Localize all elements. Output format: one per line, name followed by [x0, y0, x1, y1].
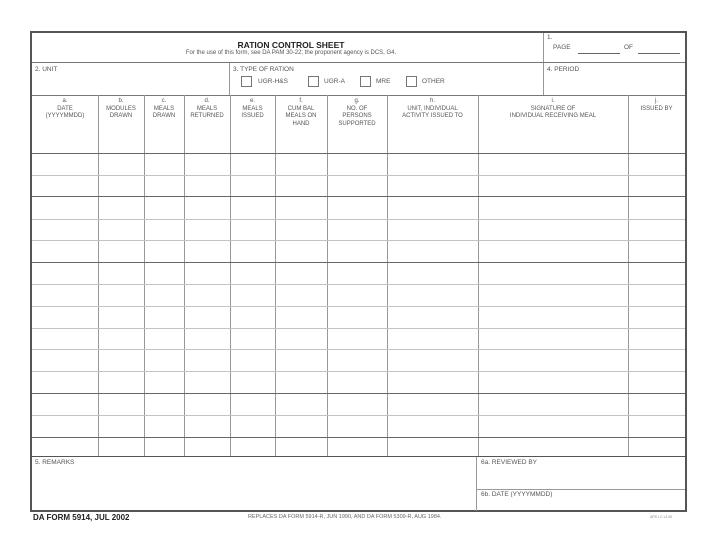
- table-cell[interactable]: [144, 393, 184, 415]
- table-cell[interactable]: [387, 349, 478, 371]
- column-header-line2: [628, 113, 685, 121]
- table-cell[interactable]: [387, 306, 478, 328]
- table-cell[interactable]: [230, 415, 275, 437]
- table-cell[interactable]: [628, 415, 685, 437]
- page-number-field[interactable]: [578, 53, 620, 54]
- review-date-field[interactable]: [477, 490, 685, 510]
- column-header-line2: INDIVIDUAL RECEIVING MEAL: [509, 113, 597, 119]
- table-cell[interactable]: [628, 262, 685, 284]
- unit-field[interactable]: [32, 63, 229, 94]
- column-header-letter: e.: [249, 98, 255, 104]
- table-cell[interactable]: [387, 196, 478, 219]
- table-cell[interactable]: [98, 437, 144, 456]
- ugr-hs-checkbox[interactable]: [241, 76, 252, 87]
- table-cell[interactable]: [387, 153, 478, 175]
- table-cell[interactable]: [275, 196, 327, 219]
- table-cell[interactable]: [478, 284, 628, 306]
- column-header-line2: (YYYYMMDD): [45, 113, 85, 119]
- table-cell[interactable]: [387, 262, 478, 284]
- table-cell[interactable]: [230, 393, 275, 415]
- table-cell[interactable]: [230, 437, 275, 456]
- table-cell[interactable]: [184, 219, 230, 240]
- table-cell[interactable]: [275, 219, 327, 240]
- table-cell[interactable]: [98, 415, 144, 437]
- column-header-line3: [144, 121, 184, 129]
- table-row: [32, 437, 685, 456]
- table-row: [32, 415, 685, 437]
- table-cell[interactable]: [98, 153, 144, 175]
- remarks-label: 5. REMARKS: [35, 459, 75, 466]
- table-cell[interactable]: [327, 240, 387, 262]
- column-header-line1: MEALS: [196, 105, 218, 112]
- period-field[interactable]: [544, 63, 685, 94]
- table-cell[interactable]: [184, 415, 230, 437]
- table-cell[interactable]: [32, 349, 98, 371]
- reviewed-by-field[interactable]: [477, 457, 685, 489]
- column-header: [32, 98, 98, 128]
- table-cell[interactable]: [628, 175, 685, 196]
- table-cell[interactable]: [230, 196, 275, 219]
- table-cell[interactable]: [275, 262, 327, 284]
- column-header-line3: [387, 121, 478, 129]
- table-cell[interactable]: [327, 262, 387, 284]
- table-cell[interactable]: [184, 371, 230, 393]
- column-header: [478, 98, 628, 128]
- column-header-line3: SUPPORTED: [338, 120, 376, 127]
- column-header-line3: [32, 121, 98, 129]
- table-cell[interactable]: [98, 393, 144, 415]
- table-cell[interactable]: [387, 437, 478, 456]
- column-header-line1: SIGNATURE OF: [530, 105, 576, 112]
- table-cell[interactable]: [628, 328, 685, 349]
- column-header-line1: NO. OF: [346, 105, 368, 112]
- column-header: [98, 98, 144, 128]
- table-cell[interactable]: [144, 240, 184, 262]
- table-cell[interactable]: [32, 196, 98, 219]
- form-title: RATION CONTROL SHEET: [237, 40, 345, 50]
- table-cell[interactable]: [478, 306, 628, 328]
- table-cell[interactable]: [144, 153, 184, 175]
- table-cell[interactable]: [144, 196, 184, 219]
- divider: [32, 95, 685, 96]
- table-cell[interactable]: [275, 328, 327, 349]
- table-cell[interactable]: [98, 306, 144, 328]
- table-cell[interactable]: [275, 349, 327, 371]
- table-cell[interactable]: [387, 284, 478, 306]
- table-cell[interactable]: [275, 393, 327, 415]
- table-cell[interactable]: [144, 175, 184, 196]
- column-header-line3: [628, 121, 685, 129]
- table-cell[interactable]: [387, 371, 478, 393]
- table-cell[interactable]: [184, 328, 230, 349]
- table-cell[interactable]: [98, 196, 144, 219]
- column-header-letter: g.: [354, 98, 360, 104]
- table-cell[interactable]: [144, 262, 184, 284]
- replaces-note: REPLACES DA FORM 5914-R, JUN 1990, AND DA FORM 5309-R, AUG 1984.: [248, 514, 442, 520]
- table-cell[interactable]: [184, 284, 230, 306]
- column-header: [275, 98, 327, 128]
- table-cell[interactable]: [32, 393, 98, 415]
- table-cell[interactable]: [184, 437, 230, 456]
- page-total-field[interactable]: [638, 53, 680, 54]
- table-cell[interactable]: [144, 306, 184, 328]
- table-cell[interactable]: [327, 219, 387, 240]
- table-cell[interactable]: [230, 262, 275, 284]
- column-header-letter: d.: [204, 98, 210, 104]
- review-date-label: 6b. DATE (YYYYMMDD): [481, 491, 553, 498]
- column-header-letter: b.: [118, 98, 124, 104]
- table-cell[interactable]: [327, 349, 387, 371]
- column-header-letter: h.: [429, 98, 435, 104]
- table-cell[interactable]: [230, 349, 275, 371]
- table-cell[interactable]: [327, 284, 387, 306]
- table-cell[interactable]: [478, 219, 628, 240]
- column-header-line1: MEALS: [242, 105, 263, 112]
- column-header-line3: [230, 121, 275, 129]
- page-label: PAGE: [553, 44, 571, 51]
- table-cell[interactable]: [327, 371, 387, 393]
- table-cell[interactable]: [98, 262, 144, 284]
- table-cell[interactable]: [478, 371, 628, 393]
- table-cell[interactable]: [98, 328, 144, 349]
- table-cell[interactable]: [184, 153, 230, 175]
- table-row: [32, 328, 685, 349]
- other-label: OTHER: [422, 78, 445, 85]
- column-header-line1: UNIT, INDIVIDUAL: [407, 105, 458, 112]
- table-cell[interactable]: [478, 153, 628, 175]
- table-cell[interactable]: [98, 175, 144, 196]
- table-cell[interactable]: [628, 437, 685, 456]
- table-cell[interactable]: [628, 219, 685, 240]
- column-header-line2: MEALS ON: [285, 113, 317, 119]
- table-row: [32, 371, 685, 393]
- table-cell[interactable]: [98, 219, 144, 240]
- table-cell[interactable]: [230, 284, 275, 306]
- table-row: [32, 219, 685, 240]
- column-header-line3: [98, 121, 144, 129]
- table-cell[interactable]: [275, 371, 327, 393]
- table-cell[interactable]: [32, 219, 98, 240]
- column-header-line2: DRAWN: [152, 113, 176, 119]
- table-cell[interactable]: [275, 153, 327, 175]
- table-cell[interactable]: [387, 240, 478, 262]
- table-cell[interactable]: [387, 415, 478, 437]
- table-cell[interactable]: [144, 415, 184, 437]
- table-cell[interactable]: [478, 328, 628, 349]
- form-subtitle: For the use of this form, see DA PAM 30-22; the proponent agency is DCS, G4.: [185, 50, 397, 56]
- table-row: [32, 153, 685, 175]
- table-cell[interactable]: [327, 393, 387, 415]
- period-label: 4. PERIOD: [547, 66, 580, 73]
- table-cell[interactable]: [628, 393, 685, 415]
- table-cell[interactable]: [478, 175, 628, 196]
- table-cell[interactable]: [327, 437, 387, 456]
- table-cell[interactable]: [32, 328, 98, 349]
- table-row: [32, 284, 685, 306]
- table-cell[interactable]: [275, 175, 327, 196]
- table-row: [32, 175, 685, 196]
- column-header-line2: DRAWN: [109, 113, 133, 119]
- table-cell[interactable]: [275, 284, 327, 306]
- table-cell[interactable]: [327, 196, 387, 219]
- column-header-line3: [184, 121, 230, 129]
- type-of-ration-label: 3. TYPE OF RATION: [233, 66, 294, 73]
- other-checkbox[interactable]: [406, 76, 417, 87]
- table-cell[interactable]: [628, 284, 685, 306]
- table-cell[interactable]: [478, 196, 628, 219]
- ration-control-sheet-form: [30, 31, 687, 512]
- table-cell[interactable]: [628, 349, 685, 371]
- table-row: [32, 349, 685, 371]
- table-cell[interactable]: [144, 437, 184, 456]
- column-header-line2: RETURNED: [190, 113, 224, 119]
- of-label: OF: [624, 44, 634, 51]
- table-cell[interactable]: [230, 219, 275, 240]
- ugr-a-label: UGR-A: [324, 78, 345, 85]
- column-header-line2: PERSONS: [342, 113, 372, 119]
- form-id: DA FORM 5914, JUL 2002: [33, 513, 130, 522]
- table-cell[interactable]: [387, 328, 478, 349]
- table-cell[interactable]: [184, 306, 230, 328]
- ugr-hs-label: UGR-H&S: [258, 78, 288, 85]
- table-cell[interactable]: [275, 240, 327, 262]
- table-row: [32, 306, 685, 328]
- column-header: [184, 98, 230, 128]
- remarks-field[interactable]: [32, 457, 476, 510]
- column-header: [144, 98, 184, 128]
- table-cell[interactable]: [144, 349, 184, 371]
- table-cell[interactable]: [478, 262, 628, 284]
- table-cell[interactable]: [184, 196, 230, 219]
- table-cell[interactable]: [628, 240, 685, 262]
- table-cell[interactable]: [98, 371, 144, 393]
- column-header-letter: f.: [299, 98, 303, 104]
- table-cell[interactable]: [98, 240, 144, 262]
- table-cell[interactable]: [230, 240, 275, 262]
- table-cell[interactable]: [32, 306, 98, 328]
- mre-label: MRE: [376, 78, 391, 85]
- column-header-letter: i.: [551, 98, 555, 104]
- table-cell[interactable]: [327, 175, 387, 196]
- column-header: [628, 98, 685, 128]
- column-header: [327, 98, 387, 128]
- table-cell[interactable]: [387, 219, 478, 240]
- table-cell[interactable]: [32, 437, 98, 456]
- table-cell[interactable]: [327, 328, 387, 349]
- table-cell[interactable]: [387, 393, 478, 415]
- mre-checkbox[interactable]: [360, 76, 371, 87]
- table-cell[interactable]: [32, 262, 98, 284]
- ugr-a-checkbox[interactable]: [308, 76, 319, 87]
- table-cell[interactable]: [275, 437, 327, 456]
- table-cell[interactable]: [32, 415, 98, 437]
- table-cell[interactable]: [478, 437, 628, 456]
- table-cell[interactable]: [32, 240, 98, 262]
- column-header-line3: [478, 121, 628, 129]
- table-cell[interactable]: [478, 393, 628, 415]
- table-cell[interactable]: [184, 175, 230, 196]
- table-cell[interactable]: [144, 219, 184, 240]
- table-cell[interactable]: [387, 175, 478, 196]
- column-header: [387, 98, 478, 128]
- table-cell[interactable]: [144, 328, 184, 349]
- column-header-line2: ISSUED: [241, 113, 264, 119]
- column-header-line1: ISSUED BY: [640, 105, 673, 112]
- table-cell[interactable]: [230, 175, 275, 196]
- table-cell[interactable]: [478, 240, 628, 262]
- table-cell[interactable]: [184, 349, 230, 371]
- table-cell[interactable]: [628, 371, 685, 393]
- reviewed-by-label: 6a. REVIEWED BY: [481, 459, 537, 466]
- column-header-letter: j.: [655, 98, 658, 104]
- column-header-letter: a.: [62, 98, 68, 104]
- table-cell[interactable]: [184, 240, 230, 262]
- table-cell[interactable]: [32, 175, 98, 196]
- table-cell[interactable]: [230, 306, 275, 328]
- column-header-line2: ACTIVITY ISSUED TO: [402, 113, 463, 119]
- table-cell[interactable]: [230, 328, 275, 349]
- table-cell[interactable]: [144, 371, 184, 393]
- table-cell[interactable]: [32, 371, 98, 393]
- column-header-letter: c.: [161, 98, 167, 104]
- column-header-line1: CUM BAL: [287, 105, 315, 112]
- table-cell[interactable]: [275, 415, 327, 437]
- table-row: [32, 196, 685, 219]
- column-header-line3: HAND: [292, 120, 310, 127]
- page-block-number: 1.: [547, 34, 553, 41]
- table-cell[interactable]: [184, 393, 230, 415]
- column-header-line1: MEALS: [153, 105, 175, 112]
- table-cell[interactable]: [230, 153, 275, 175]
- table-cell[interactable]: [628, 153, 685, 175]
- column-header: [230, 98, 275, 128]
- table-row: [32, 393, 685, 415]
- table-cell[interactable]: [478, 415, 628, 437]
- table-cell[interactable]: [327, 153, 387, 175]
- version-label: APD LC v1.00: [650, 515, 673, 519]
- table-cell[interactable]: [628, 196, 685, 219]
- table-cell[interactable]: [98, 284, 144, 306]
- table-cell[interactable]: [144, 284, 184, 306]
- table-cell[interactable]: [275, 306, 327, 328]
- table-row: [32, 262, 685, 284]
- table-cell[interactable]: [184, 262, 230, 284]
- table-cell[interactable]: [327, 306, 387, 328]
- table-cell[interactable]: [478, 349, 628, 371]
- table-cell[interactable]: [628, 306, 685, 328]
- table-cell[interactable]: [230, 371, 275, 393]
- unit-label: 2. UNIT: [35, 66, 58, 73]
- table-cell[interactable]: [327, 415, 387, 437]
- column-header-line1: DATE: [57, 105, 73, 112]
- table-cell[interactable]: [98, 349, 144, 371]
- table-cell[interactable]: [32, 284, 98, 306]
- table-row: [32, 240, 685, 262]
- table-cell[interactable]: [32, 153, 98, 175]
- divider: [229, 63, 230, 95]
- column-header-line1: MODULES: [106, 105, 136, 112]
